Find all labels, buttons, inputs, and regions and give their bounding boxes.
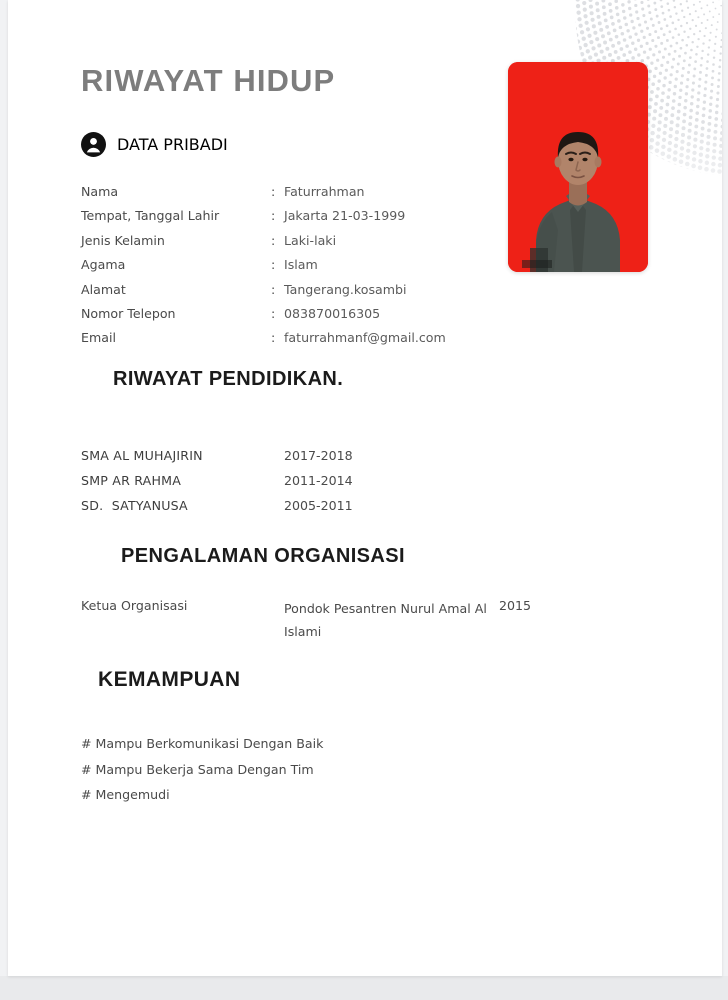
personal-field-separator: : bbox=[271, 330, 276, 346]
personal-data-row bbox=[81, 257, 446, 281]
personal-field-value: Islam bbox=[284, 257, 318, 273]
personal-data-row bbox=[81, 233, 446, 257]
cv-document-page bbox=[8, 0, 722, 976]
education-years: 2017-2018 bbox=[284, 448, 353, 463]
education-school: SMP AR RAHMA bbox=[81, 473, 182, 488]
personal-field-separator: : bbox=[271, 232, 276, 248]
personal-data-heading bbox=[81, 132, 228, 157]
skill-item: # Mampu Berkomunikasi Dengan Baik bbox=[81, 736, 324, 751]
document-title: RIWAYAT HIDUP bbox=[81, 63, 336, 98]
education-heading: RIWAYAT PENDIDIKAN. bbox=[113, 368, 344, 390]
organization-role: Ketua Organisasi bbox=[81, 598, 188, 613]
skill-item: # Mengemudi bbox=[81, 787, 170, 802]
personal-field-value: Tangerang.kosambi bbox=[284, 281, 407, 297]
personal-field-label: Nomor Telepon bbox=[81, 305, 176, 321]
personal-field-label: Jenis Kelamin bbox=[81, 232, 165, 248]
education-school: SMA AL MUHAJIRIN bbox=[81, 448, 203, 463]
personal-data-row bbox=[81, 208, 446, 232]
personal-field-value: 083870016305 bbox=[284, 305, 381, 321]
personal-field-value: faturrahmanf@gmail.com bbox=[284, 330, 446, 346]
personal-data-table bbox=[81, 184, 446, 355]
organization-place: Pondok Pesantren Nurul Amal Al Islami bbox=[284, 601, 487, 639]
organization-table bbox=[81, 598, 531, 644]
personal-field-value: Laki-laki bbox=[284, 232, 337, 248]
education-row bbox=[81, 498, 353, 523]
education-table bbox=[81, 448, 353, 523]
skills-heading: KEMAMPUAN bbox=[98, 668, 241, 691]
person-icon bbox=[81, 132, 106, 157]
organization-row bbox=[81, 598, 531, 644]
education-row bbox=[81, 448, 353, 473]
education-years: 2005-2011 bbox=[284, 498, 353, 513]
personal-data-heading-label: DATA PRIBADI bbox=[117, 135, 228, 154]
personal-field-separator: : bbox=[271, 305, 276, 321]
education-row bbox=[81, 473, 353, 498]
personal-field-label: Alamat bbox=[81, 281, 126, 297]
page-left-edge bbox=[0, 0, 8, 976]
education-school: SD. SATYANUSA bbox=[81, 498, 188, 513]
personal-field-separator: : bbox=[271, 281, 276, 297]
skill-item: # Mampu Bekerja Sama Dengan Tim bbox=[81, 761, 314, 777]
personal-field-label: Agama bbox=[81, 257, 126, 273]
personal-data-row bbox=[81, 330, 446, 354]
education-years: 2011-2014 bbox=[284, 473, 353, 488]
personal-field-value: Faturrahman bbox=[284, 184, 365, 199]
personal-field-label: Tempat, Tanggal Lahir bbox=[81, 208, 220, 224]
personal-field-separator: : bbox=[271, 257, 276, 273]
personal-field-separator: : bbox=[271, 184, 276, 199]
personal-field-value: Jakarta 21-03-1999 bbox=[284, 208, 406, 224]
skills-list bbox=[81, 736, 323, 813]
profile-photo bbox=[508, 62, 648, 272]
personal-data-row bbox=[81, 282, 446, 306]
organization-year: 2015 bbox=[499, 598, 532, 613]
personal-field-separator: : bbox=[271, 208, 276, 224]
personal-field-label: Nama bbox=[81, 184, 119, 199]
personal-data-row bbox=[81, 184, 446, 208]
page-right-edge bbox=[722, 0, 728, 976]
organization-heading: PENGALAMAN ORGANISASI bbox=[121, 545, 405, 567]
personal-field-label: Email bbox=[81, 330, 116, 346]
personal-data-row bbox=[81, 306, 446, 330]
